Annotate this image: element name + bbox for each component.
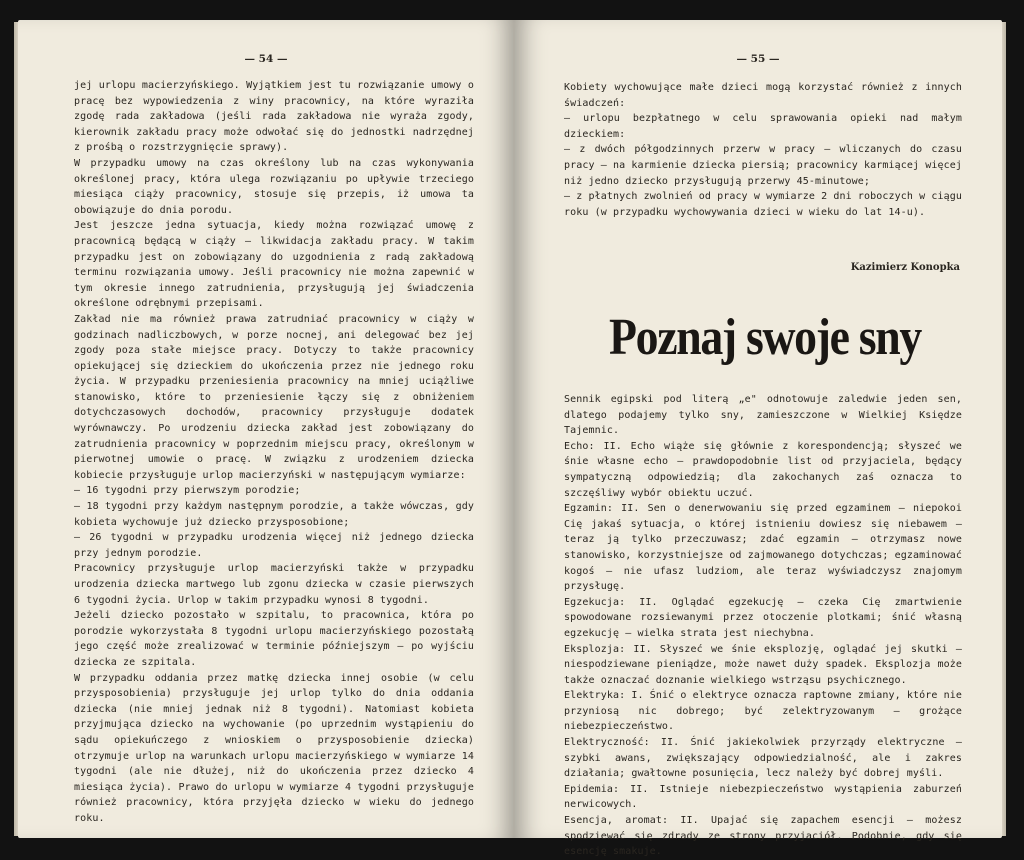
dream-entry: Elektryka: I. Śnić o elektryce oznacza raptowne zmiany, które nie przyniosą nic dobrego; być zelektryzowanym — grożące niebezpieczeństwo. — [564, 690, 962, 733]
article-author: Kazimierz Konopka — [850, 262, 960, 273]
left-body-text — [74, 78, 474, 827]
paragraph: Zakład nie ma również prawa zatrudniać pracownicy w ciąży w godzinach nadliczbowych, w porze nocnej, ani delegować bez jej zgody poza stałe miejsce pracy. Dotyczy to także pracownicy opiekującej się dzieckiem do ukończenia przez nie jednego roku życia. W przypadku przeniesienia pracownicy na mniej uciążliwe stanowisko, które to przeniesienie łączy się z obniżeniem dotychczasowych dochodów, pracownicy przysługuje dodatek wyrównawczy. Po urodzeniu dziecka zakład jest zobowiązany do zatrudnienia pracownicy w poprzednim miejscu pracy, określonym w pierwotnej umowie o pracę. W związku z urodzeniem dziecka kobiecie przysługuje urlop macierzyński w następującym wymiarze: — [74, 313, 474, 481]
dream-entry: Eksplozja: II. Słyszeć we śnie eksplozję, oglądać jej skutki — niespodziewane pieniądze, może nawet duży spadek. Eksplozja może także oznaczać doznanie wielkiego wstrząsu psychicznego. — [564, 643, 962, 686]
paragraph: W przypadku umowy na czas określony lub na czas wykonywania określonej pracy, która ulega rozwiązaniu po upływie trzeciego miesiąca ciąży pracownicy, stosuje się przepis, iż umowa ta obowiązuje do dnia porodu. — [74, 157, 474, 216]
page-number: — 55 — — [736, 53, 780, 65]
list-item: — 16 tygodni przy pierwszym porodzie; — [74, 485, 301, 497]
paragraph: W przypadku oddania przez matkę dziecka innej osobie (w celu przysposobienia) przysługuje jej urlop tylko do dnia oddania dziecka (nie mniej jednak niż 8 tygodni). Natomiast kobieta przyjmująca dziecko na wychowanie (po uprzednim wystąpieniu do sądu opiekuńczego z wnioskiem o przysposobienie dziecka) otrzymuje urlop na warunkach urlopu macierzyńskiego w wymiarze 14 tygodni (ale nie dłużej, niż do ukończenia przez dziecko 4 miesiąca życia). Prawo do urlopu w wymiarze 4 tygodni przysługuje również pracownicy, która przyjęła dziecko w wieku do jednego roku. — [74, 672, 474, 824]
paragraph: jej urlopu macierzyńskiego. Wyjątkiem jest tu rozwiązanie umowy o pracę bez wypowiedzenia z winy pracownicy, na które wyraziła zgodę rada zakładowa (jeśli rada zakładowa nie wyraża zgody, kierownik zakładu pracy może odwołać się do jednostki nadrzędnej z prośbą o rozstrzygnięcie sprawy). — [74, 80, 474, 154]
paragraph: Kobiety wychowujące małe dzieci mogą korzystać również z innych świadczeń: — [564, 82, 962, 109]
page-number: — 54 — — [244, 53, 288, 65]
left-page — [18, 20, 514, 838]
list-item: — 26 tygodni w przypadku urodzenia więcej niż jednego dziecka przy jednym porodzie. — [74, 532, 474, 559]
paragraph: Jeżeli dziecko pozostało w szpitalu, to pracownica, która po porodzie wykorzystała 8 tygodni urlopu macierzyńskiego pozostałą jego część może zrealizować w terminie późniejszym — po wyjściu dziecka ze szpitala. — [74, 610, 474, 668]
dream-entry: Egzekucja: II. Oglądać egzekucję — czeka Cię zmartwienie spowodowane rozsiewanymi przez otoczenie plotkami; śnić własną egzekucję — wielka strata jest niechybna. — [564, 596, 962, 639]
list-item: — z płatnych zwolnień od pracy w wymiarze 2 dni roboczych w ciągu roku (w przypadku wychowywania dzieci w wieku do lat 14-u). — [564, 191, 962, 218]
paragraph: Jest jeszcze jedna sytuacja, kiedy można rozwiązać umowę z pracownicą będącą w ciąży — likwidacja zakładu pracy. W takim przypadku jest on zobowiązany do uzgodnienia z radą zakładową terminu rozwiązania umowy. Jeśli pracownicy nie można zapewnić w tym okresie innego zatrudnienia, przysługują jej świadczenia określone odrębnymi przepisami. — [74, 220, 474, 310]
dream-entry: Echo: II. Echo wiąże się głównie z korespondencją; słyszeć we śnie własne echo — prawdopodobnie list od przyjaciela, będący sympatyczną odpowiedzią; dla zakochanych zaś oznacza to szczęśliwy wybór obiektu uczuć. — [564, 440, 962, 499]
paragraph: Sennik egipski pod literą „e" odnotowuje zaledwie jeden sen, dlatego podajemy tylko sny, zamieszczone w Wielkiej Księdze Tajemnic. — [564, 394, 962, 437]
right-top-text — [564, 80, 962, 220]
right-page — [514, 20, 1002, 858]
dream-entry: Esencja, aromat: II. Upajać się zapachem esencji — możesz spodziewać się zdrady ze strony przyjaciół. Podobnie, gdy się esencję smakuje. — [564, 815, 962, 858]
article-headline: Poznaj swoje sny — [609, 309, 921, 366]
dream-entry: Epidemia: II. Istnieje niebezpieczeństwo wystąpienia zaburzeń nerwicowych. — [564, 783, 962, 811]
list-item: — 18 tygodni przy każdym następnym porodzie, a także wówczas, gdy kobieta wychowuje już dziecko przysposobione; — [74, 501, 474, 528]
dream-entry: Elektryczność: II. Śnić jakiekolwiek przyrządy elektryczne — szybki awans, zwiększający odpowiedzialność, ale i zakres działania; gwałtowne posunięcia, lecz należy być dobrej myśli. — [564, 737, 962, 780]
list-item: — z dwóch półgodzinnych przerw w pracy — wliczanych do czasu pracy — na karmienie dziecka piersią; pracownicy karmiącej więcej niż jedno dziecko przysługują przerwy 45-minutowe; — [564, 144, 962, 187]
dream-entry: Egzamin: II. Sen o denerwowaniu się przed egzaminem — niepokoi Cię jakaś sytuacja, o której istnieniu dowiesz się niebawem — teraz ją tylko przeczuwasz; zdać egzamin — otrzymasz nowe stanowisko, korzystniejsze od zajmowanego dotychczas; egzaminować kogoś — nie ufasz ludziom, ale teraz wyświadczysz znajomym przysługę. — [564, 503, 962, 593]
paragraph: Pracownicy przysługuje urlop macierzyński także w przypadku urodzenia dziecka martwego lub zgonu dziecka w czasie pierwszych 6 tygodni życia. Urlop w takim przypadku wynosi 8 tygodni. — [74, 563, 474, 606]
list-item: — urlopu bezpłatnego w celu sprawowania opieki nad małym dzieckiem: — [564, 113, 962, 140]
dream-dictionary-text — [564, 392, 962, 860]
